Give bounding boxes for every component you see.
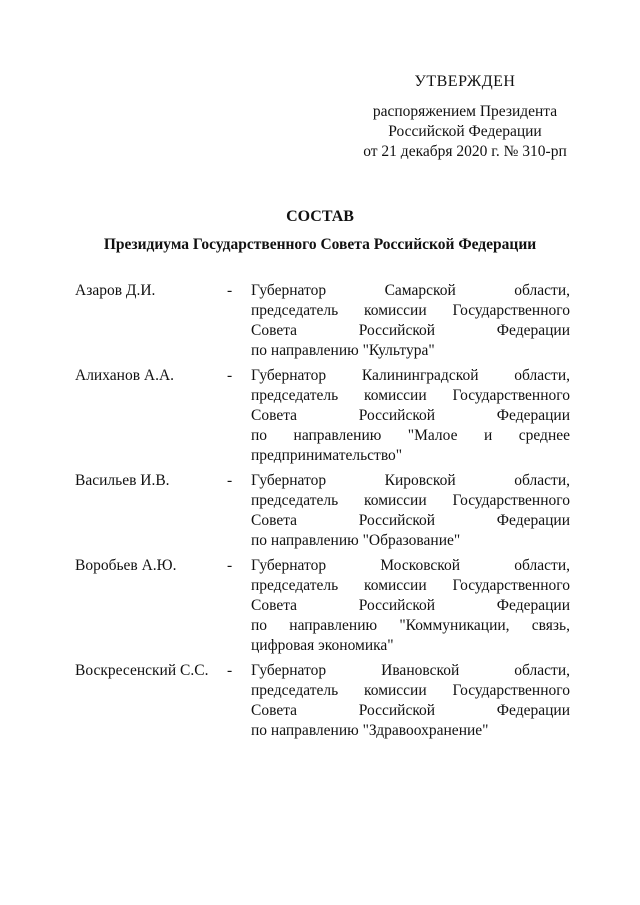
role-line: Совета Российской Федерации <box>251 407 570 424</box>
member-role <box>251 471 570 551</box>
member-role <box>251 281 570 361</box>
role-line: по направлению "Здравоохранение" <box>251 722 489 739</box>
role-line: Губернатор Кировской области, <box>251 472 570 489</box>
member-entry <box>75 281 570 361</box>
role-line: Губернатор Калининградской области, <box>251 367 570 384</box>
member-name: Азаров Д.И. <box>75 282 156 299</box>
role-line: председатель комиссии Государственного <box>251 492 570 509</box>
role-line: по направлению "Образование" <box>251 532 461 549</box>
member-entry <box>75 556 570 656</box>
role-line: по направлению "Малое и среднее <box>251 427 570 444</box>
member-dash: - <box>227 367 233 384</box>
member-entry <box>75 366 570 466</box>
approval-line-2: Российской Федерации <box>388 123 542 140</box>
role-line: Губернатор Самарской области, <box>251 282 570 299</box>
role-line: Совета Российской Федерации <box>251 512 570 529</box>
member-role <box>251 366 570 466</box>
role-line: председатель комиссии Государственного <box>251 577 570 594</box>
document-heading <box>0 207 640 255</box>
role-line: Совета Российской Федерации <box>251 702 570 719</box>
role-line: Губернатор Ивановской области, <box>251 662 570 679</box>
role-line: Совета Российской Федерации <box>251 322 570 339</box>
approval-line-3: от 21 декабря 2020 г. № 310-рп <box>363 143 567 160</box>
member-name: Воскресенский С.С. <box>75 662 209 679</box>
member-name: Алиханов А.А. <box>75 367 175 384</box>
role-line: председатель комиссии Государственного <box>251 387 570 404</box>
member-role <box>251 556 570 656</box>
member-role <box>251 661 570 741</box>
member-name: Васильев И.В. <box>75 472 170 489</box>
approval-title: УТВЕРЖДЕН <box>414 73 516 90</box>
member-dash: - <box>227 472 233 489</box>
member-entry <box>75 471 570 551</box>
role-line: по направлению "Коммуникации, связь, <box>251 617 570 634</box>
member-dash: - <box>227 662 233 679</box>
role-line: Губернатор Московской области, <box>251 557 570 574</box>
role-line: по направлению "Культура" <box>251 342 435 359</box>
document-subtitle: Президиума Государственного Совета Российской Федерации <box>103 236 537 253</box>
members-list <box>75 281 570 746</box>
member-entry <box>75 661 570 741</box>
role-line: председатель комиссии Государственного <box>251 302 570 319</box>
role-line: председатель комиссии Государственного <box>251 682 570 699</box>
approval-line-1: распоряжением Президента <box>372 103 558 120</box>
member-dash: - <box>227 557 233 574</box>
member-name: Воробьев А.Ю. <box>75 557 177 574</box>
role-line: Совета Российской Федерации <box>251 597 570 614</box>
role-line: предпринимательство" <box>251 447 403 464</box>
member-dash: - <box>227 282 233 299</box>
document-title: СОСТАВ <box>286 208 354 225</box>
role-line: цифровая экономика" <box>251 637 394 654</box>
approval-block <box>340 72 590 162</box>
